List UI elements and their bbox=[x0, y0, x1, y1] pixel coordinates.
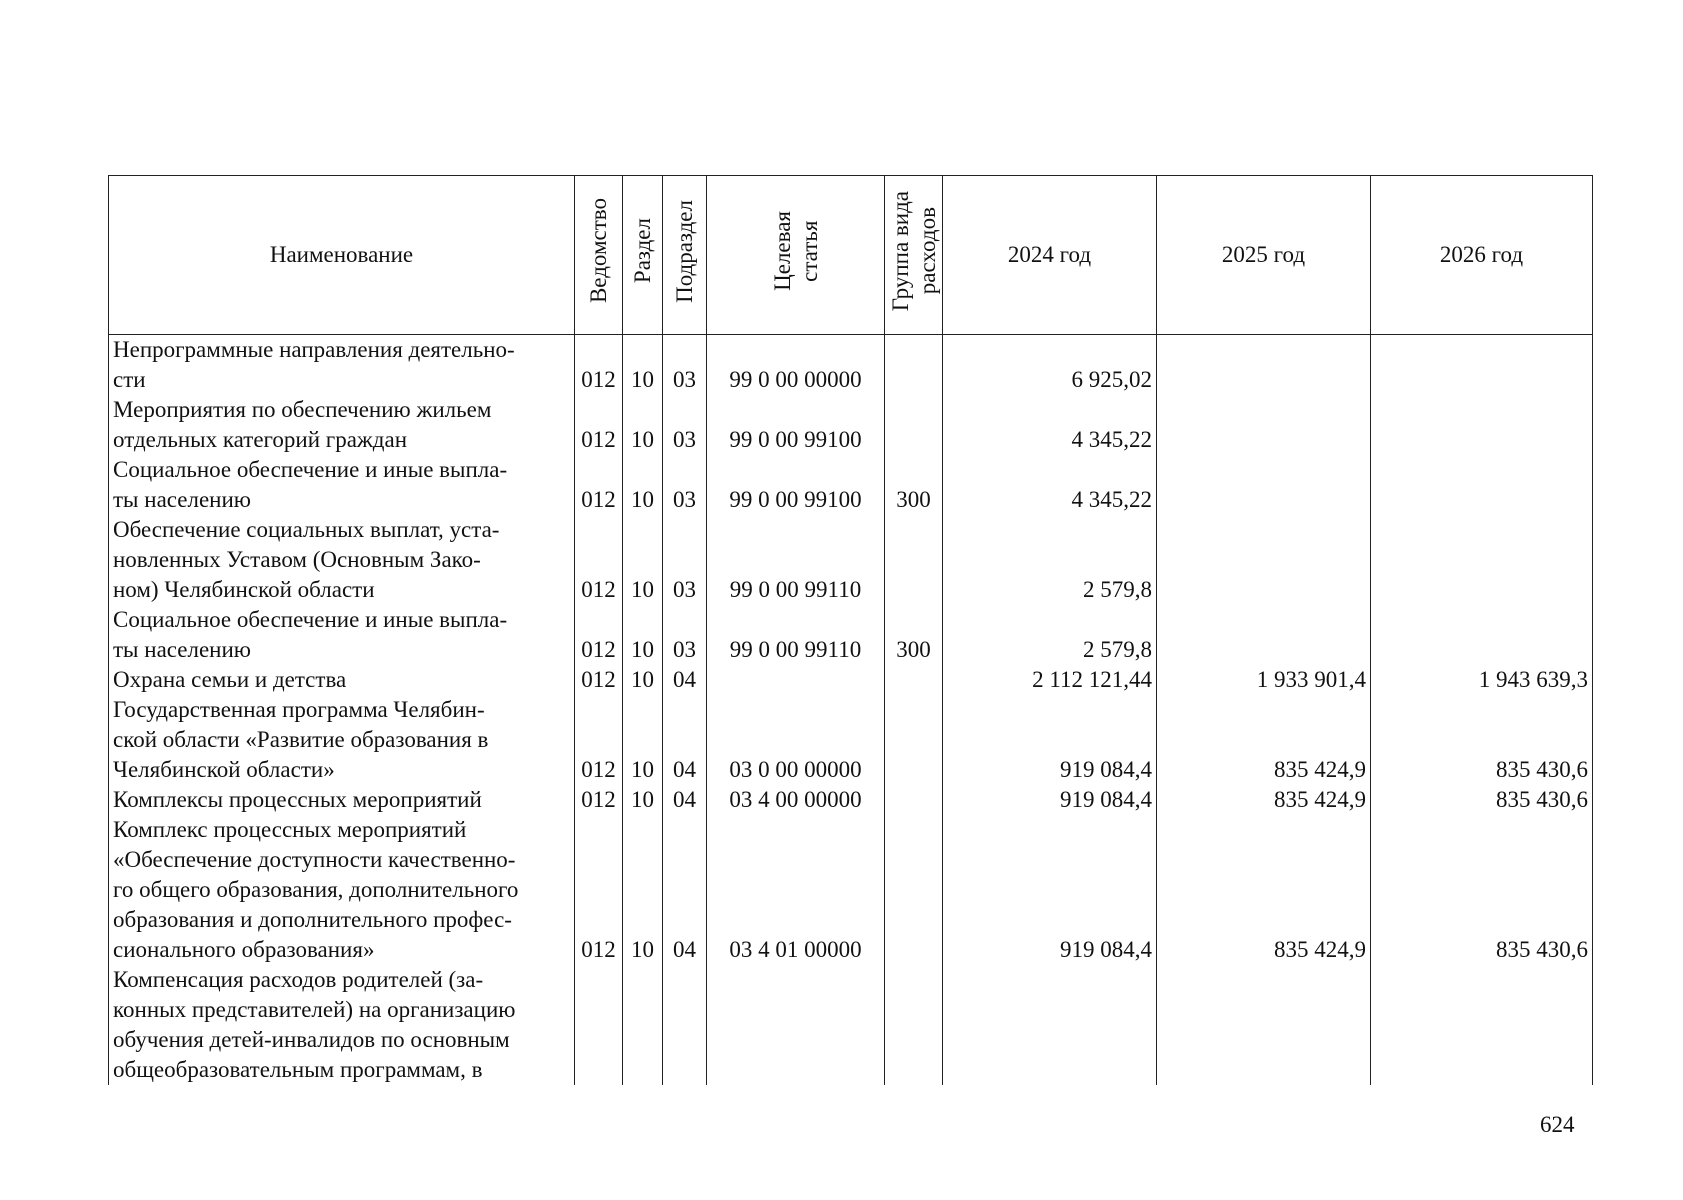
gruppa-vida-cell: 300 bbox=[885, 605, 943, 665]
row-name-cell bbox=[109, 515, 575, 605]
row-name-line: Социальное обеспечение и иные выпла- bbox=[113, 457, 508, 482]
header-celevaya-statya: Целевая статья bbox=[707, 176, 885, 335]
razdel-cell: 10 bbox=[623, 815, 663, 965]
row-name-cell bbox=[109, 815, 575, 965]
header-podrazdel: Подраздел bbox=[663, 176, 707, 335]
header-name: Наименование bbox=[109, 176, 575, 335]
row-name-cell bbox=[109, 455, 575, 515]
podrazdel-cell: 03 bbox=[663, 395, 707, 455]
row-name-line: Непрограммные направления деятельно- bbox=[113, 337, 515, 362]
row-name-cell bbox=[109, 335, 575, 396]
header-2024: 2024 год bbox=[943, 176, 1157, 335]
amount-2025-cell bbox=[1157, 965, 1371, 1085]
amount-2026-cell: 1 943 639,3 bbox=[1371, 665, 1593, 695]
celevaya-statya-cell: 99 0 00 99100 bbox=[707, 455, 885, 515]
header-gruppa-vida-rashodov: Группа вида расходов bbox=[885, 176, 943, 335]
gruppa-vida-cell bbox=[885, 515, 943, 605]
podrazdel-cell: 03 bbox=[663, 605, 707, 665]
vedomstvo-cell: 012 bbox=[575, 455, 623, 515]
celevaya-statya-cell: 03 4 00 00000 bbox=[707, 785, 885, 815]
vedomstvo-cell bbox=[575, 965, 623, 1085]
row-name-line: Обеспечение социальных выплат, уста- bbox=[113, 517, 500, 542]
header-razdel: Раздел bbox=[623, 176, 663, 335]
amount-2024-cell: 2 579,8 bbox=[943, 605, 1157, 665]
celevaya-statya-cell: 99 0 00 99110 bbox=[707, 515, 885, 605]
row-name-line: Челябинской области» bbox=[113, 757, 335, 782]
gruppa-vida-cell bbox=[885, 965, 943, 1085]
page-number: 624 bbox=[1540, 1112, 1575, 1137]
row-name-cell bbox=[109, 665, 575, 695]
podrazdel-cell bbox=[663, 965, 707, 1085]
amount-2025-cell: 835 424,9 bbox=[1157, 815, 1371, 965]
celevaya-statya-cell: 99 0 00 99110 bbox=[707, 605, 885, 665]
vedomstvo-cell: 012 bbox=[575, 695, 623, 785]
amount-2024-cell: 919 084,4 bbox=[943, 695, 1157, 785]
table-row bbox=[109, 605, 1593, 665]
celevaya-statya-cell: 03 0 00 00000 bbox=[707, 695, 885, 785]
row-name-line: ской области «Развитие образования в bbox=[113, 727, 489, 752]
row-name-line: Комплекс процессных мероприятий bbox=[113, 817, 467, 842]
table-row bbox=[109, 965, 1593, 1085]
razdel-cell: 10 bbox=[623, 785, 663, 815]
row-name-cell bbox=[109, 965, 575, 1085]
row-name-line: ты населению bbox=[113, 637, 251, 662]
gruppa-vida-cell bbox=[885, 665, 943, 695]
amount-2025-cell bbox=[1157, 335, 1371, 396]
header-2026: 2026 год bbox=[1371, 176, 1593, 335]
amount-2025-cell bbox=[1157, 605, 1371, 665]
table-row bbox=[109, 395, 1593, 455]
amount-2024-cell: 2 112 121,44 bbox=[943, 665, 1157, 695]
vedomstvo-cell: 012 bbox=[575, 665, 623, 695]
razdel-cell: 10 bbox=[623, 335, 663, 396]
table-body bbox=[109, 335, 1593, 1086]
row-name-line: Комплексы процессных мероприятий bbox=[113, 787, 482, 812]
gruppa-vida-cell bbox=[885, 335, 943, 396]
row-name-line: сионального образования» bbox=[113, 937, 375, 962]
podrazdel-cell: 03 bbox=[663, 335, 707, 396]
gruppa-vida-cell: 300 bbox=[885, 455, 943, 515]
row-name-line: конных представителей) на организацию bbox=[113, 997, 516, 1022]
row-name-line: сти bbox=[113, 367, 146, 392]
gruppa-vida-cell bbox=[885, 695, 943, 785]
celevaya-statya-cell bbox=[707, 965, 885, 1085]
amount-2026-cell: 835 430,6 bbox=[1371, 695, 1593, 785]
razdel-cell: 10 bbox=[623, 395, 663, 455]
row-name-line: Государственная программа Челябин- bbox=[113, 697, 485, 722]
amount-2025-cell: 1 933 901,4 bbox=[1157, 665, 1371, 695]
row-name-cell bbox=[109, 695, 575, 785]
table-row bbox=[109, 455, 1593, 515]
razdel-cell: 10 bbox=[623, 515, 663, 605]
amount-2024-cell: 2 579,8 bbox=[943, 515, 1157, 605]
amount-2026-cell bbox=[1371, 455, 1593, 515]
gruppa-vida-cell bbox=[885, 395, 943, 455]
celevaya-statya-cell bbox=[707, 665, 885, 695]
amount-2024-cell: 4 345,22 bbox=[943, 455, 1157, 515]
amount-2026-cell: 835 430,6 bbox=[1371, 785, 1593, 815]
razdel-cell bbox=[623, 965, 663, 1085]
vedomstvo-cell: 012 bbox=[575, 335, 623, 396]
header-row bbox=[109, 176, 1593, 335]
razdel-cell: 10 bbox=[623, 665, 663, 695]
gruppa-vida-cell bbox=[885, 815, 943, 965]
row-name-line: ном) Челябинской области bbox=[113, 577, 375, 602]
row-name-line: Компенсация расходов родителей (за- bbox=[113, 967, 484, 992]
gruppa-vida-cell bbox=[885, 785, 943, 815]
podrazdel-cell: 04 bbox=[663, 815, 707, 965]
vedomstvo-cell: 012 bbox=[575, 605, 623, 665]
vedomstvo-cell: 012 bbox=[575, 395, 623, 455]
amount-2026-cell bbox=[1371, 515, 1593, 605]
table-row bbox=[109, 785, 1593, 815]
row-name-line: Социальное обеспечение и иные выпла- bbox=[113, 607, 508, 632]
row-name-line: го общего образования, дополнительного bbox=[113, 877, 519, 902]
amount-2024-cell: 6 925,02 bbox=[943, 335, 1157, 396]
row-name-line: новленных Уставом (Основным Зако- bbox=[113, 547, 481, 572]
table-row bbox=[109, 335, 1593, 396]
row-name-cell bbox=[109, 605, 575, 665]
table-row bbox=[109, 695, 1593, 785]
header-vedomstvo: Ведомство bbox=[575, 176, 623, 335]
podrazdel-cell: 04 bbox=[663, 665, 707, 695]
table-row bbox=[109, 665, 1593, 695]
podrazdel-cell: 04 bbox=[663, 695, 707, 785]
amount-2024-cell bbox=[943, 965, 1157, 1085]
vedomstvo-cell: 012 bbox=[575, 815, 623, 965]
row-name-line: общеобразовательным программам, в bbox=[113, 1057, 483, 1082]
celevaya-statya-cell: 03 4 01 00000 bbox=[707, 815, 885, 965]
amount-2024-cell: 4 345,22 bbox=[943, 395, 1157, 455]
amount-2026-cell: 835 430,6 bbox=[1371, 815, 1593, 965]
amount-2024-cell: 919 084,4 bbox=[943, 785, 1157, 815]
razdel-cell: 10 bbox=[623, 695, 663, 785]
row-name-cell bbox=[109, 785, 575, 815]
amount-2025-cell bbox=[1157, 515, 1371, 605]
amount-2024-cell: 919 084,4 bbox=[943, 815, 1157, 965]
row-name-line: Охрана семьи и детства bbox=[113, 667, 347, 692]
amount-2025-cell bbox=[1157, 455, 1371, 515]
celevaya-statya-cell: 99 0 00 99100 bbox=[707, 395, 885, 455]
amount-2026-cell bbox=[1371, 335, 1593, 396]
budget-table bbox=[108, 175, 1593, 1085]
table-row bbox=[109, 815, 1593, 965]
row-name-line: Мероприятия по обеспечению жильем bbox=[113, 397, 492, 422]
row-name-line: отдельных категорий граждан bbox=[113, 427, 408, 452]
amount-2025-cell: 835 424,9 bbox=[1157, 785, 1371, 815]
podrazdel-cell: 03 bbox=[663, 515, 707, 605]
podrazdel-cell: 04 bbox=[663, 785, 707, 815]
amount-2025-cell: 835 424,9 bbox=[1157, 695, 1371, 785]
celevaya-statya-cell: 99 0 00 00000 bbox=[707, 335, 885, 396]
amount-2026-cell bbox=[1371, 395, 1593, 455]
row-name-line: обучения детей-инвалидов по основным bbox=[113, 1027, 510, 1052]
row-name-line: ты населению bbox=[113, 487, 251, 512]
row-name-cell bbox=[109, 395, 575, 455]
razdel-cell: 10 bbox=[623, 605, 663, 665]
table-row bbox=[109, 515, 1593, 605]
amount-2026-cell bbox=[1371, 965, 1593, 1085]
vedomstvo-cell: 012 bbox=[575, 785, 623, 815]
amount-2025-cell bbox=[1157, 395, 1371, 455]
vedomstvo-cell: 012 bbox=[575, 515, 623, 605]
podrazdel-cell: 03 bbox=[663, 455, 707, 515]
amount-2026-cell bbox=[1371, 605, 1593, 665]
row-name-line: образования и дополнительного профес- bbox=[113, 907, 512, 932]
row-name-line: «Обеспечение доступности качественно- bbox=[113, 847, 516, 872]
budget-table-container bbox=[108, 175, 1592, 1085]
header-2025: 2025 год bbox=[1157, 176, 1371, 335]
razdel-cell: 10 bbox=[623, 455, 663, 515]
